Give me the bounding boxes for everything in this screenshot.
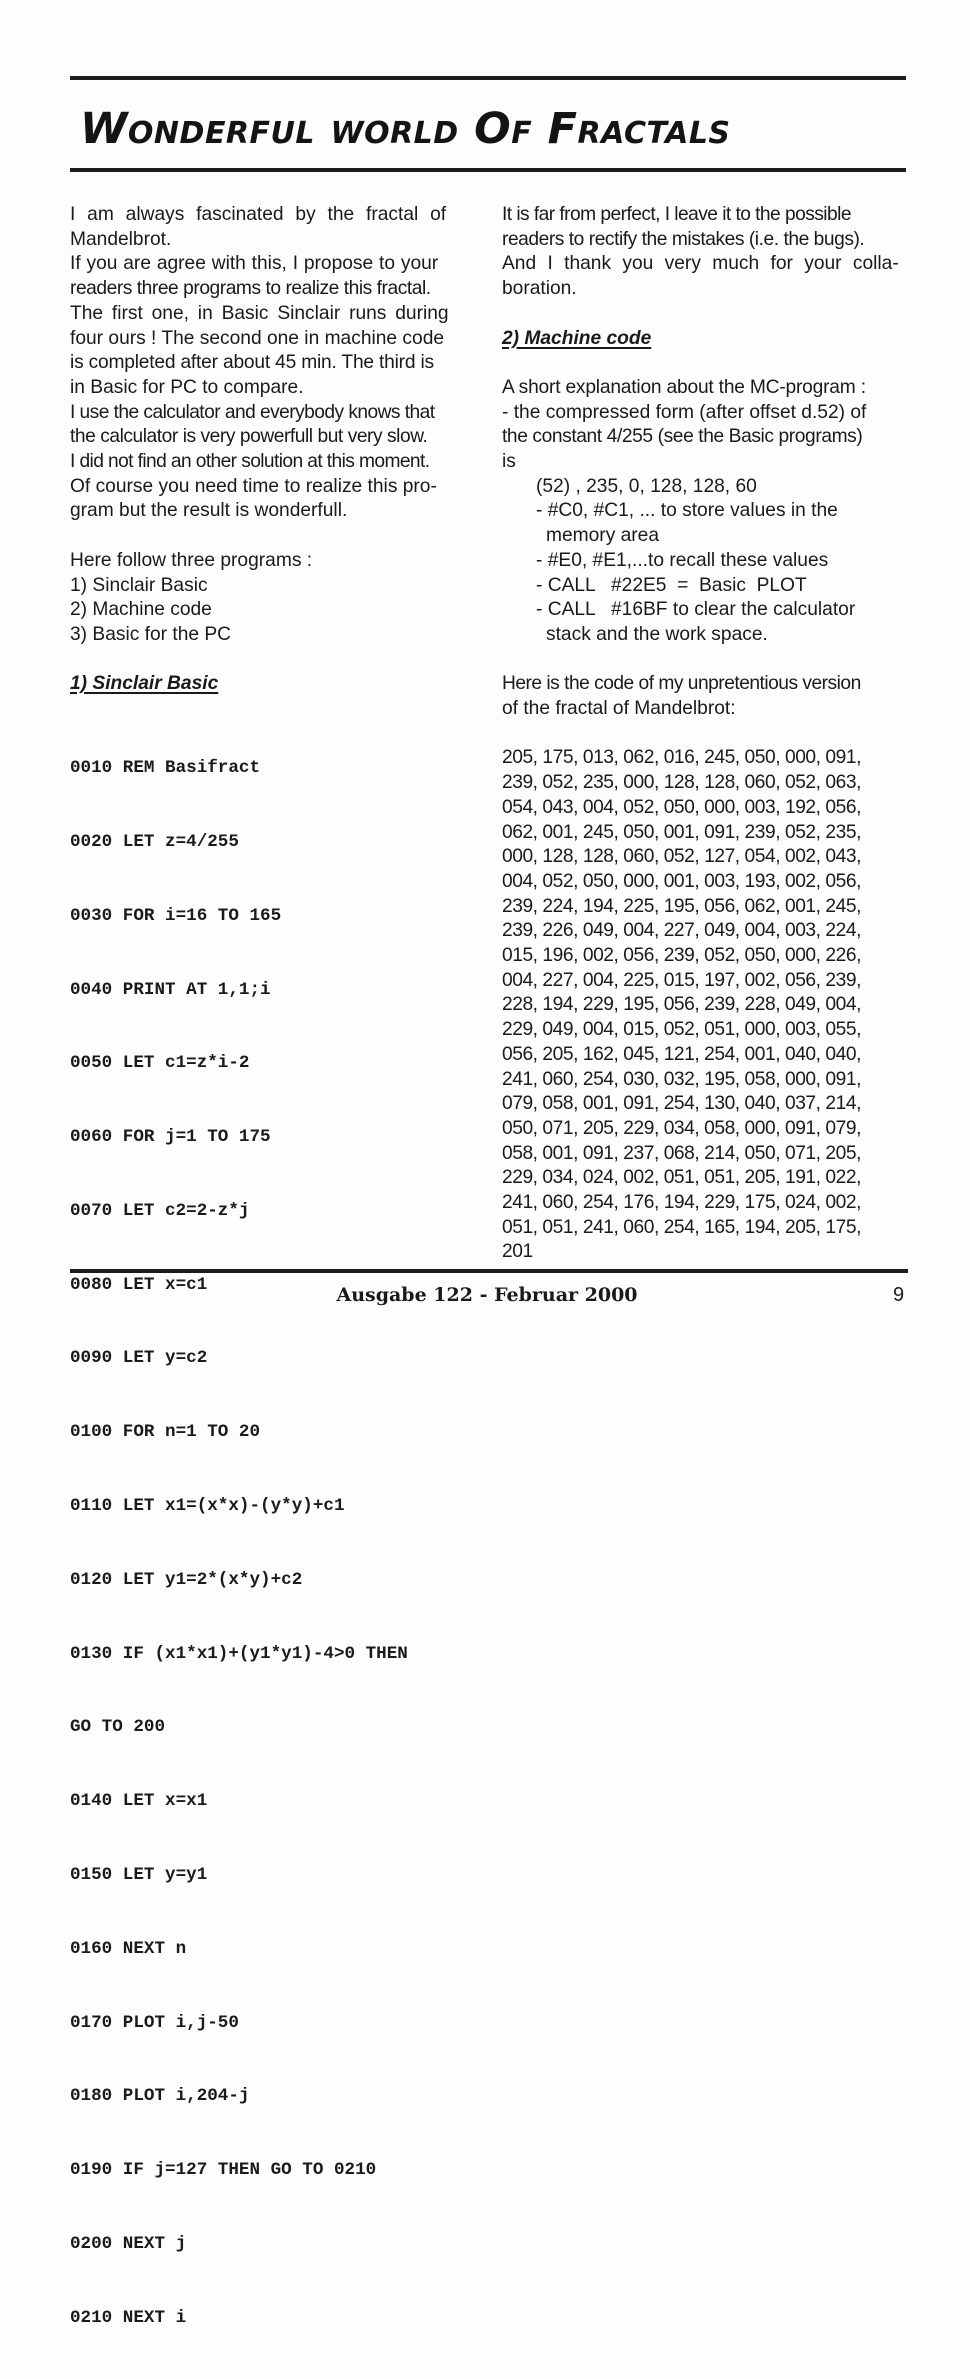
code-intro [502,672,904,721]
spacer [502,648,904,673]
byte-row: 205, 175, 013, 062, 016, 245, 050, 000, 091, [502,747,861,769]
code-intro-line: of the fractal of Mandelbrot: [502,698,736,720]
code-line: 0120 LET y1=2*(x*y)+c2 [70,1569,303,1590]
byte-row: 058, 001, 091, 237, 068, 214, 050, 071, 205, [502,1142,861,1164]
byte-row: 000, 128, 128, 060, 052, 127, 054, 002, 043, [502,846,861,868]
closing-paragraph [502,203,904,302]
note-line: - #E0, #E1,...to recall these values [536,549,829,571]
code-line: 0130 IF (x1*x1)+(y1*y1)-4>0 THEN [70,1643,408,1664]
code-line: 0060 FOR j=1 TO 175 [70,1127,271,1148]
program-list-intro: Here follow three programs : [70,549,313,571]
byte-row: 004, 227, 004, 225, 015, 197, 002, 056, 239, [502,969,861,991]
intro-line: The first one, in Basic Sinclair runs during [70,302,449,324]
byte-row: 239, 224, 194, 225, 195, 056, 062, 001, 245, [502,895,861,917]
code-line: 0090 LET y=c2 [70,1348,208,1369]
program-list [70,549,470,648]
article-title: Wonderful world Of Fractals [80,104,731,154]
byte-row: 015, 196, 002, 056, 239, 052, 050, 000, 226, [502,945,861,967]
byte-row: 229, 049, 004, 015, 052, 051, 000, 003, 055, [502,1019,861,1041]
page-number: 9 [893,1284,905,1306]
byte-row: 079, 058, 001, 091, 254, 130, 040, 037, 214, [502,1093,861,1115]
code-line: 0040 PRINT AT 1,1;i [70,979,271,1000]
code-line: GO TO 200 [70,1717,166,1738]
code-line: 0190 IF j=127 THEN GO TO 0210 [70,2160,377,2181]
section-heading-machine-code: 2) Machine code [502,327,652,349]
code-line: 0030 FOR i=16 TO 165 [70,905,282,926]
code-line: 0160 NEXT n [70,1938,187,1959]
issue-label: Ausgabe 122 - Februar 2000 [336,1284,638,1306]
note-line: stack and the work space. [546,623,768,645]
program-list-item: 3) Basic for the PC [70,623,232,645]
intro-line: If you are agree with this, I propose to your [70,253,439,275]
spacer [502,351,904,376]
title-rule [70,168,906,172]
intro-line: I did not find an other solution at this moment. [70,451,430,473]
intro-paragraph [70,203,470,524]
code-line: 0200 NEXT j [70,2233,187,2254]
byte-row: 004, 052, 050, 000, 001, 003, 193, 002, 056, [502,870,861,892]
byte-row: 051, 051, 241, 060, 254, 165, 194, 205, 175, [502,1216,861,1238]
constant-bytes: (52) , 235, 0, 128, 128, 60 [536,475,757,497]
footer-rule [70,1269,908,1273]
intro-line: Of course you need time to realize this pro- [70,475,437,497]
closing-line: It is far from perfect, I leave it to the possible [502,204,851,225]
right-column [502,203,904,1265]
byte-row: 056, 205, 162, 045, 121, 254, 001, 040, 040, [502,1043,861,1065]
spacer [502,302,904,327]
code-line: 0210 NEXT i [70,2307,187,2328]
closing-line: And I thank you very much for your colla- [502,253,899,275]
code-intro-line: Here is the code of my unpretentious version [502,673,861,695]
program-list-item: 1) Sinclair Basic [70,574,208,596]
closing-line: readers to rectify the mistakes (i.e. the bugs). [502,228,865,250]
intro-line: I use the calculator and everybody knows that [70,401,435,423]
note-line: - CALL #22E5 = Basic PLOT [536,574,807,596]
code-line: 0020 LET z=4/255 [70,832,239,852]
explanation-line: is [502,451,516,472]
code-line: 0100 FOR n=1 TO 20 [70,1422,261,1443]
machine-code-listing [502,746,904,1265]
note-line: - CALL #16BF to clear the calculator [536,599,856,621]
intro-line: in Basic for PC to compare. [70,376,304,398]
code-line: 0080 LET x=c1 [70,1274,208,1295]
byte-row: 241, 060, 254, 176, 194, 229, 175, 024, 002, [502,1192,861,1214]
explanation-line: the constant 4/255 (see the Basic programs) [502,426,863,448]
intro-line: the calculator is very powerfull but very slow. [70,426,428,448]
byte-row: 239, 226, 049, 004, 227, 049, 004, 003, 224, [502,920,861,942]
note-line: memory area [546,525,660,547]
intro-line: four ours ! The second one in machine code [70,327,445,349]
byte-row: 239, 052, 235, 000, 128, 128, 060, 052, 063, [502,772,861,794]
explanation-line: - the compressed form (after offset d.52) of [502,401,867,423]
code-line: 0070 LET c2=2-z*j [70,1200,250,1221]
note-line: - #C0, #C1, ... to store values in the [536,500,838,522]
byte-row: 062, 001, 245, 050, 001, 091, 239, 052, 235, [502,821,861,843]
closing-line: boration. [502,278,577,300]
byte-row: 228, 194, 229, 195, 056, 239, 228, 049, 004, [502,994,861,1016]
footer-issue [0,1284,970,1306]
spacer [70,648,470,673]
byte-row: 241, 060, 254, 030, 032, 195, 058, 000, 091, [502,1068,861,1090]
top-rule [70,76,906,80]
intro-line: readers three programs to realize this fractal. [70,278,431,300]
program-list-item: 2) Machine code [70,599,212,621]
code-line: 0170 PLOT i,j-50 [70,2012,239,2033]
byte-row: 201 [502,1241,533,1263]
code-line: 0010 REM Basifract [70,758,261,779]
code-line: 0050 LET c1=z*i-2 [70,1053,250,1074]
explanation-line: A short explanation about the MC-program : [502,376,866,398]
intro-line: gram but the result is wonderfull. [70,500,348,522]
byte-row: 054, 043, 004, 052, 050, 000, 003, 192, 056, [502,796,861,818]
code-line: 0180 PLOT i,204-j [70,2086,250,2107]
byte-row: 229, 034, 024, 002, 051, 051, 205, 191, 022, [502,1167,861,1189]
intro-line: is completed after about 45 min. The third is [70,352,434,374]
code-line: 0110 LET x1=(x*x)-(y*y)+c1 [70,1496,345,1517]
section-heading-sinclair-basic: 1) Sinclair Basic [70,673,219,695]
spacer [70,524,470,549]
spacer [502,722,904,747]
code-line: 0150 LET y=y1 [70,1864,208,1885]
code-line: 0140 LET x=x1 [70,1791,208,1812]
intro-line: I am always fascinated by the fractal of [70,204,447,225]
basic-listing [70,707,470,2379]
byte-row: 050, 071, 205, 229, 034, 058, 000, 091, 079, [502,1117,861,1139]
mc-explanation [502,376,904,648]
intro-line: Mandelbrot. [70,228,172,250]
